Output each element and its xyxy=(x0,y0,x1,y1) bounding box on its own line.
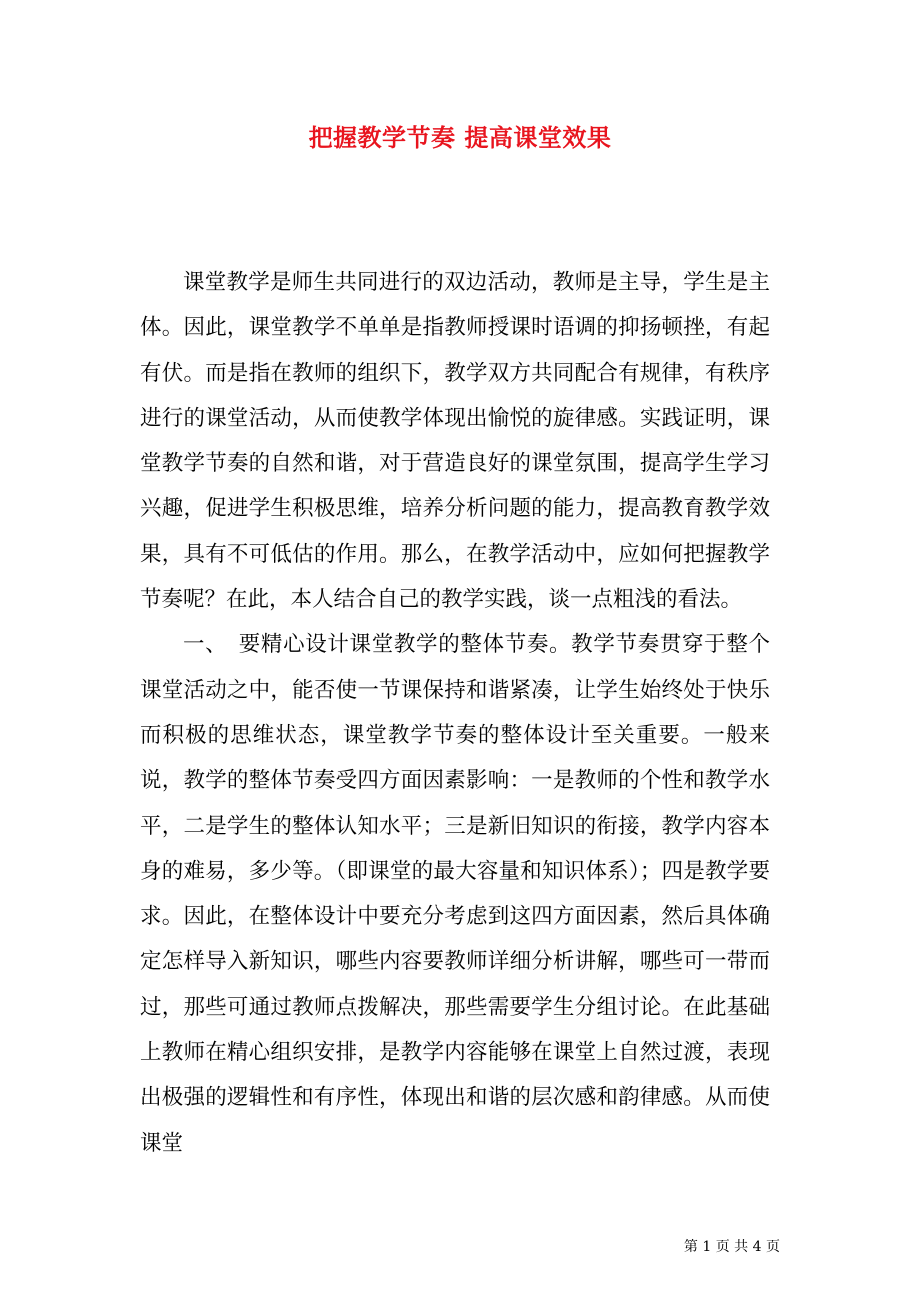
page-number-footer: 第 1 页 共 4 页 xyxy=(683,1239,780,1255)
paragraph-section-one: 一、 要精心设计课堂教学的整体节奏。教学节奏贯穿于整个课堂活动之中，能否使一节课保持和谐紧凑，让学生始终处于快乐而积极的思维状态，课堂教学节奏的整体设计至关重要。一般来说，教学的整体节奏受四方面因素影响：一是教师的个性和教学水平，二是学生的整体认知水平；三是新旧知识的衔接，教学内容本身的难易，多少等。（即课堂的最大容量和知识体系）；四是教学要求。因此，在整体设计中要充分考虑到这四方面因素，然后具体确定怎样导入新知识，哪些内容要教师详细分析讲解，哪些可一带而过，那些可通过教师点拨解决，那些需要学生分组讨论。在此基础上教师在精心组织安排，是教学内容能够在课堂上自然过渡，表现出极强的逻辑性和有序性，体现出和谐的层次感和韵律感。从而使课堂 xyxy=(140,632,770,1156)
paragraph-intro: 课堂教学是师生共同进行的双边活动，教师是主导，学生是主体。因此，课堂教学不单单是指教师授课时语调的抑扬顿挫，有起有伏。而是指在教师的组织下，教学双方共同配合有规律，有秩序进行的课堂活动，从而使教学体现出愉悦的旋律感。实践证明，课堂教学节奏的自然和谐，对于营造良好的课堂氛围，提高学生学习兴趣，促进学生积极思维，培养分析问题的能力，提高教育教学效果，具有不可低估的作用。那么，在教学活动中，应如何把握教学节奏呢？在此，本人结合自己的教学实践，谈一点粗浅的看法。 xyxy=(140,270,770,613)
document-body xyxy=(140,260,770,1166)
page-title: 把握教学节奏 提高课堂效果 xyxy=(308,123,612,152)
